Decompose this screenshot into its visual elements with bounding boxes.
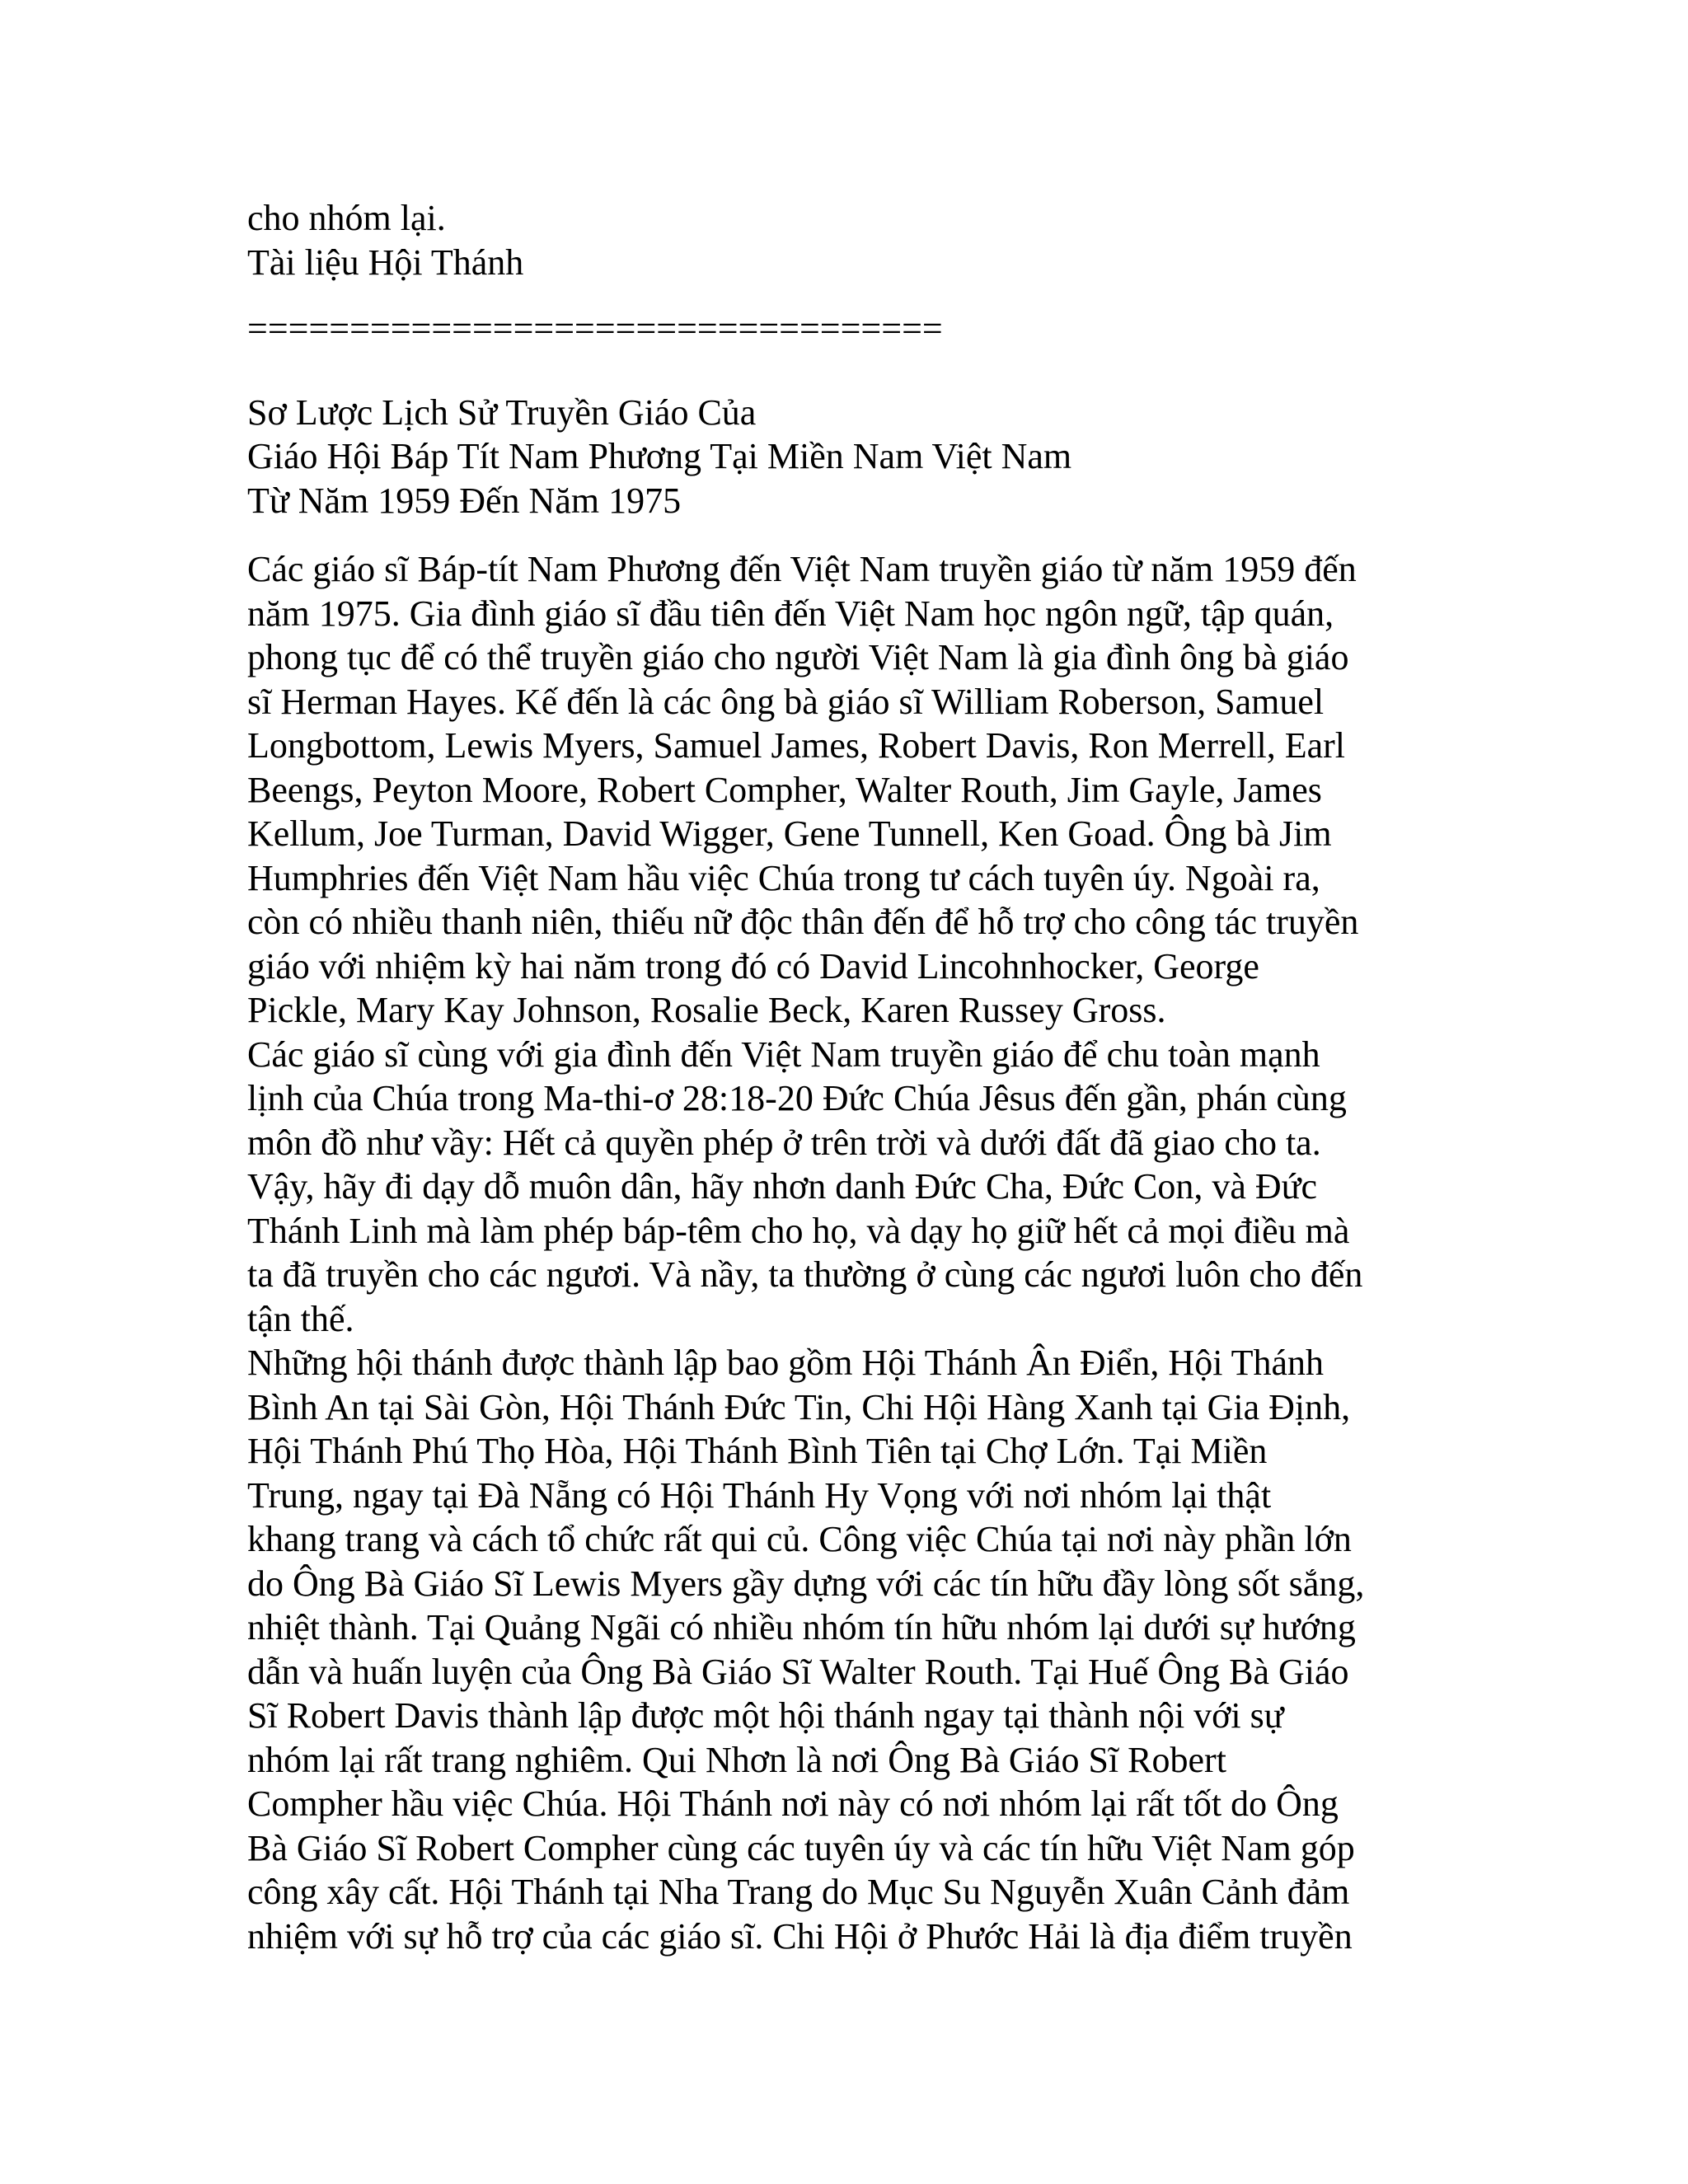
body-line: Bà Giáo Sĩ Robert Compher cùng các tuyên úy và các tín hữu Việt Nam góp — [247, 1827, 1355, 1868]
body-line: dẫn và huấn luyện của Ông Bà Giáo Sĩ Walter Routh. Tại Huế Ông Bà Giáo — [247, 1651, 1349, 1692]
body-line: Longbottom, Lewis Myers, Samuel James, Robert Davis, Ron Merrell, Earl — [247, 725, 1345, 766]
body-line: Trung, ngay tại Đà Nẵng có Hội Thánh Hy Vọng với nơi nhóm lại thật — [247, 1474, 1272, 1516]
body-line: Bình An tại Sài Gòn, Hội Thánh Đức Tin, Chi Hội Hàng Xanh tại Gia Định, — [247, 1386, 1351, 1427]
body-line: nhiệt thành. Tại Quảng Ngãi có nhiều nhóm tín hữu nhóm lại dưới sự hướng — [247, 1607, 1356, 1647]
body-line: sĩ Herman Hayes. Kế đến là các ông bà giáo sĩ William Roberson, Samuel — [247, 681, 1325, 722]
body-line: Pickle, Mary Kay Johnson, Rosalie Beck, Karen Russey Gross. — [247, 990, 1166, 1030]
body-line: ta đã truyền cho các ngươi. Và nầy, ta thường ở cùng các ngươi luôn cho đến — [247, 1254, 1363, 1295]
body-line: Humphries đến Việt Nam hầu việc Chúa trong tư cách tuyên úy. Ngoài ra, — [247, 857, 1320, 898]
body-line: còn có nhiều thanh niên, thiếu nữ độc thân đến để hỗ trợ cho công tác truyền — [247, 902, 1359, 942]
body-line: Các giáo sĩ Báp-tít Nam Phương đến Việt Nam truyền giáo từ năm 1959 đến — [247, 549, 1357, 589]
body-text — [247, 547, 1451, 1958]
body-line: công xây cất. Hội Thánh tại Nha Trang do Mục Su Nguyễn Xuân Cảnh đảm — [247, 1872, 1350, 1912]
body-line: Compher hầu việc Chúa. Hội Thánh nơi này có nơi nhóm lại rất tốt do Ông — [247, 1783, 1339, 1824]
body-line: năm 1975. Gia đình giáo sĩ đầu tiên đến Việt Nam học ngôn ngữ, tập quán, — [247, 593, 1334, 634]
body-line: phong tục để có thể truyền giáo cho người Việt Nam là gia đình ông bà giáo — [247, 637, 1349, 677]
body-line: Các giáo sĩ cùng với gia đình đến Việt Nam truyền giáo để chu toàn mạnh — [247, 1033, 1320, 1075]
title-line: Từ Năm 1959 Đến Năm 1975 — [247, 480, 682, 521]
intro-line: Tài liệu Hội Thánh — [247, 241, 524, 283]
body-line: lịnh của Chúa trong Ma-thi-ơ 28:18-20 Đức Chúa Jêsus đến gần, phán cùng — [247, 1078, 1347, 1118]
text-column — [247, 196, 1451, 1958]
body-line: Thánh Linh mà làm phép báp-têm cho họ, và dạy họ giữ hết cả mọi điều mà — [247, 1210, 1350, 1251]
body-line: nhiệm với sự hỗ trợ của các giáo sĩ. Chi Hội ở Phước Hải là địa điểm truyền — [247, 1915, 1353, 1957]
body-line: do Ông Bà Giáo Sĩ Lewis Myers gầy dựng với các tín hữu đầy lòng sốt sắng, — [247, 1563, 1365, 1604]
body-line: Những hội thánh được thành lập bao gồm Hội Thánh Ân Điển, Hội Thánh — [247, 1343, 1325, 1383]
spacer — [247, 284, 1451, 307]
body-line: tận thế. — [247, 1298, 354, 1339]
body-line: nhóm lại rất trang nghiêm. Qui Nhơn là nơi Ông Bà Giáo Sĩ Robert — [247, 1739, 1226, 1780]
body-line: Hội Thánh Phú Thọ Hòa, Hội Thánh Bình Tiên tại Chợ Lớn. Tại Miền — [247, 1431, 1268, 1471]
body-line: môn đồ như vầy: Hết cả quyền phép ở trên trời và dưới đất đã giao cho ta. — [247, 1122, 1321, 1163]
body-line: khang trang và cách tổ chức rất qui củ. Công việc Chúa tại nơi này phần lớn — [247, 1519, 1352, 1559]
separator-line: ================================== — [247, 308, 943, 349]
body-line: Beengs, Peyton Moore, Robert Compher, Walter Routh, Jim Gayle, James — [247, 769, 1322, 810]
intro-line: cho nhóm lại. — [247, 198, 446, 238]
body-line: Kellum, Joe Turman, David Wigger, Gene Tunnell, Ken Goad. Ông bà Jim — [247, 813, 1332, 854]
title-line: Giáo Hội Báp Tít Nam Phương Tại Miền Nam Việt Nam — [247, 436, 1072, 476]
body-line: giáo với nhiệm kỳ hai năm trong đó có David Lincohnhocker, George — [247, 945, 1259, 987]
body-line: Vậy, hãy đi dạy dỗ muôn dân, hãy nhơn danh Đức Cha, Đức Con, và Đức — [247, 1166, 1318, 1207]
spacer — [247, 351, 1451, 391]
body-line: Sĩ Robert Davis thành lập được một hội thánh ngay tại thành nội với sự — [247, 1695, 1284, 1736]
spacer — [247, 523, 1451, 547]
title-line: Sơ Lược Lịch Sử Truyền Giáo Của — [247, 391, 757, 433]
